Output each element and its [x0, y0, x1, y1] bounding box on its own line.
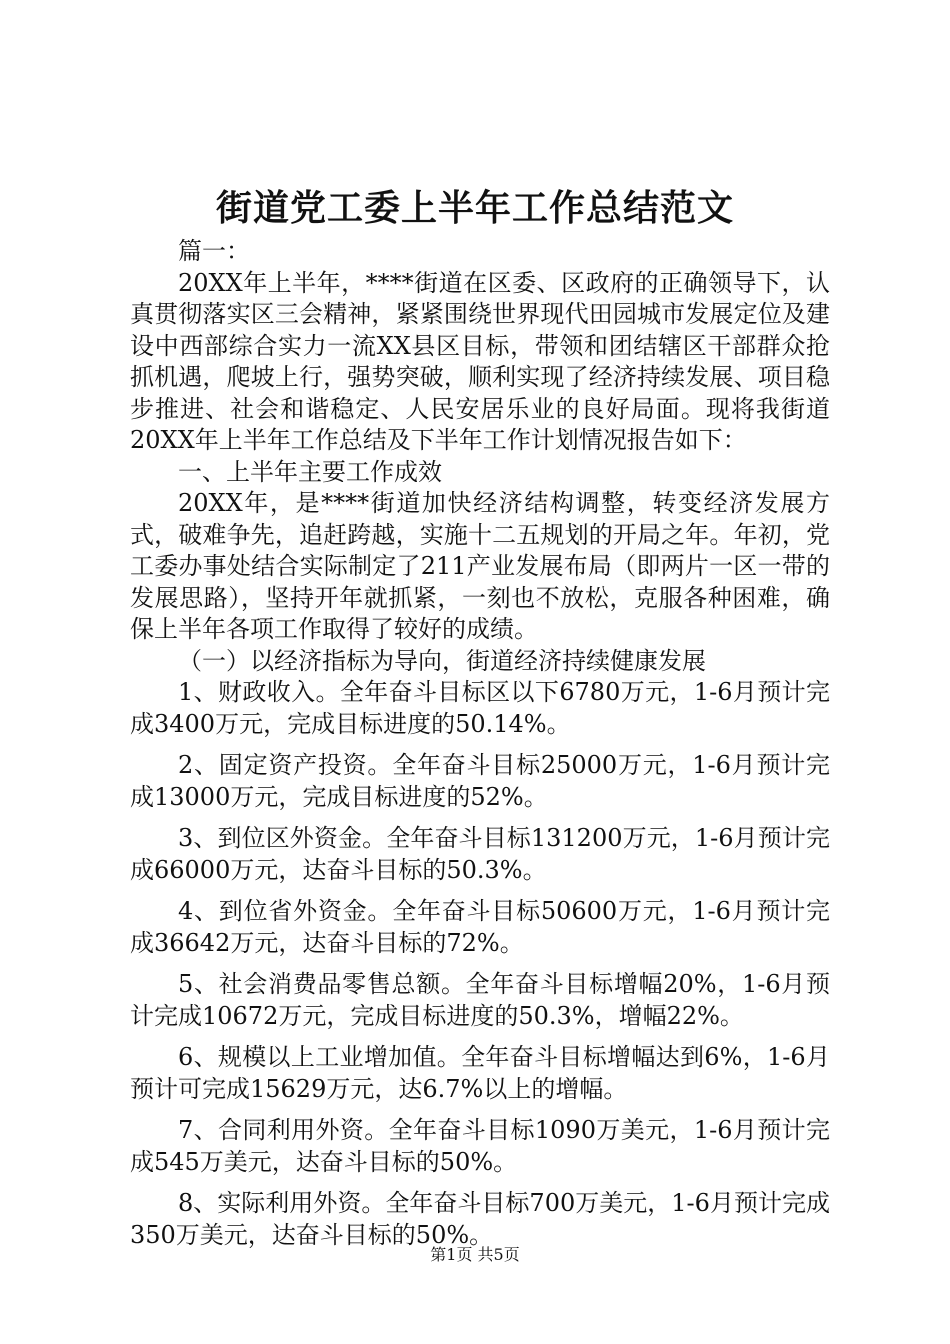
document-title: 街道党工委上半年工作总结范文 [215, 187, 734, 229]
intro-paragraph: 20XX年上半年，****街道在区委、区政府的正确领导下，认真贯彻落实区三会精神，紧紧围绕世界现代田园城市发展定位及建设中西部综合实力一流XX县区目标，带领和团结辖区干部群众抢抓机遇，爬坡上行，强势突破，顺利实现了经济持续发展、项目稳步推进、社会和谐稳定、人民安居乐业的良好局面。现将我街道20XX年上半年工作总结及下半年工作计划情况报告如下： [130, 268, 830, 454]
indicator-item: 6、规模以上工业增加值。全年奋斗目标增幅达到6%，1-6月预计可完成15629万元，达6.7%以上的增幅。 [130, 1043, 830, 1103]
summary-paragraph: 20XX年，是****街道加快经济结构调整，转变经济发展方式，破难争先，追赶跨越，实施十二五规划的开局之年。年初，党工委办事处结合实际制定了211产业发展布局（即两片一区一带的发展思路），坚持开年就抓紧，一刻也不放松，克服各种困难，确保上半年各项工作取得了较好的成绩。 [130, 489, 830, 643]
indicator-item: 5、社会消费品零售总额。全年奋斗目标增幅20%，1-6月预计完成10672万元，完成目标进度的50.3%，增幅22%。 [130, 970, 830, 1030]
indicator-item: 4、到位省外资金。全年奋斗目标50600万元，1-6月预计完成36642万元，达奋斗目标的72%。 [130, 897, 830, 957]
indicator-item: 2、固定资产投资。全年奋斗目标25000万元，1-6月预计完成13000万元，完成目标进度的52%。 [130, 751, 830, 811]
indicator-item: 1、财政收入。全年奋斗目标区以下6780万元，1-6月预计完成3400万元，完成目标进度的50.14%。 [130, 678, 830, 738]
section-label: 篇一： [178, 237, 250, 265]
document-body [130, 236, 830, 1251]
page-number: 第1页 共5页 [430, 1245, 520, 1264]
section-heading: 一、上半年主要工作成效 [178, 457, 442, 486]
indicator-item: 7、合同利用外资。全年奋斗目标1090万美元，1-6月预计完成545万美元，达奋斗目标的50%。 [130, 1116, 830, 1176]
indicator-item: 8、实际利用外资。全年奋斗目标700万美元，1-6月预计完成350万美元，达奋斗目标的50%。 [130, 1189, 830, 1249]
indicator-item: 3、到位区外资金。全年奋斗目标131200万元，1-6月预计完成66000万元，达奋斗目标的50.3%。 [130, 824, 830, 884]
subsection-heading: （一）以经济指标为导向，街道经济持续健康发展 [178, 646, 706, 675]
